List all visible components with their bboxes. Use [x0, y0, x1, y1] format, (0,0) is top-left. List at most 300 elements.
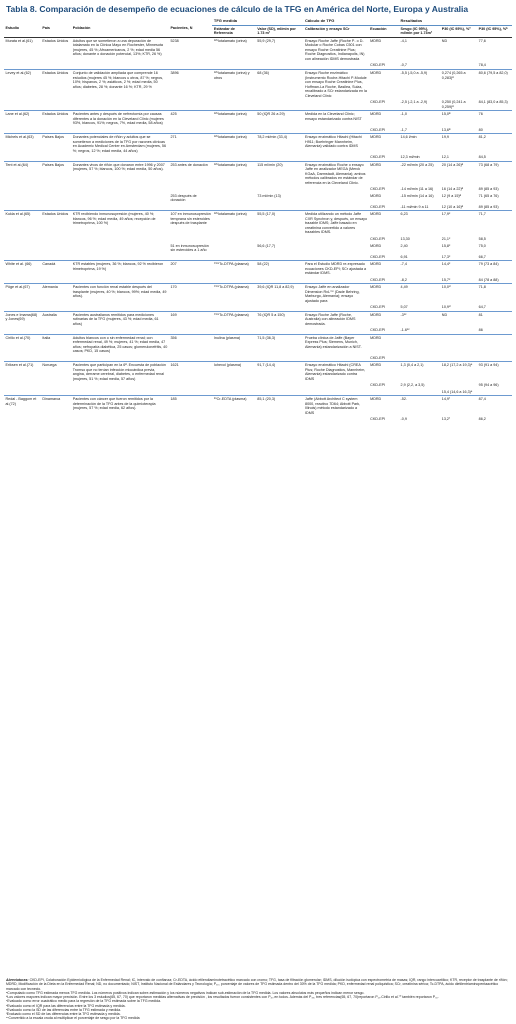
- country-cell: [41, 277, 71, 284]
- patients-cell: 356: [169, 334, 212, 355]
- country-cell: Estados Unidos: [41, 70, 71, 100]
- measured-value-cell: 68 (36): [256, 70, 304, 100]
- patients-cell: 185: [169, 396, 212, 417]
- assay-cell: [304, 416, 369, 423]
- column-header: Pacientes, N: [169, 25, 212, 37]
- population-cell: Adultos blancos con o sin enfermedad renal; con enfermedad renal, 49 %; mujeres, 41 %; edad media, 47 años; nefropatía diabética, 25 casos; glomerulonefritis, 40 casos; PKD, 15 casos): [72, 335, 168, 354]
- country-cell: [41, 243, 71, 254]
- bias-cell: -14 ml/min (11 a 16): [400, 187, 434, 192]
- reference-cell: [212, 304, 255, 311]
- population-cell: KTR recibiendo inmunosupresión (mujeres, 40 %; blancos, 96 %; edad media, 49 años; recepción de trimetroprima, 100 %): [71, 211, 169, 236]
- measured-value-cell: 56,6 (17,7): [257, 243, 276, 248]
- patients-cell: [169, 127, 212, 134]
- reference-cell: [212, 127, 255, 134]
- measured-value-cell: [256, 254, 304, 261]
- measured-value-cell: 115 ml/min (20): [256, 161, 304, 186]
- patients-cell: [169, 254, 212, 261]
- study-cell: [4, 304, 41, 311]
- study-cell: [4, 99, 41, 111]
- measured-value-cell: 39,6 (IQR 11,8 a 82,9): [256, 284, 304, 305]
- country-cell: Estados Unidos: [41, 211, 71, 236]
- reference-cell: [212, 204, 255, 211]
- p30a-cell: 12,1: [441, 155, 449, 160]
- reference-cell: [212, 243, 255, 254]
- bias-cell: -52.: [399, 396, 440, 417]
- reference-cell: ¹²⁵Iotalamato (orina): [212, 134, 255, 155]
- table-row: [4, 193, 512, 204]
- group-header-results: Resultados: [399, 18, 512, 25]
- population-cell: [71, 304, 169, 311]
- p30b-cell: 77,6: [477, 37, 512, 62]
- equation-cell: [369, 389, 399, 396]
- country-cell: [41, 304, 71, 311]
- assay-cell: [304, 254, 369, 261]
- p30a-cell: ND: [440, 37, 477, 62]
- table-row: [4, 277, 512, 284]
- population-cell: [71, 99, 169, 111]
- assay-cell: [304, 127, 369, 134]
- reference-cell: [212, 254, 255, 261]
- study-cell: White et al. (66): [4, 261, 41, 277]
- p30b-cell: 86: [478, 328, 483, 333]
- population-cell: Conjunto de validación ampliada que comprende 16 estudios (mujeres 45 %; blancos u otros, 87 %; negros, 10%; hispanos, 2 %; asiáticos, 2 %; edad media, 50 años; diabetes, 28 %; donante 16 %; KTR, 29 %: [71, 70, 169, 100]
- reference-cell: ⁹⁹ᵐTc-DTPA (plasma): [212, 284, 255, 305]
- p30a-cell: [440, 355, 477, 362]
- country-cell: [41, 327, 71, 334]
- assay-cell: Ensayo enzimático Hitachi (CREA Plus; Roche Diagnostics, Mannheim, Alemania) estandarizado contra IDMS: [304, 362, 369, 383]
- country-cell: [41, 154, 71, 161]
- reference-cell: [212, 389, 255, 396]
- study-cell: Pöge et al.(67): [4, 284, 41, 305]
- patients-cell: [169, 204, 212, 211]
- measured-value-cell: [256, 127, 304, 134]
- country-cell: Países Bajos: [41, 134, 71, 155]
- p30b-cell: 78,4: [478, 63, 486, 68]
- bias-cell: -4,1: [399, 37, 440, 62]
- assay-cell: [304, 99, 369, 111]
- column-header: Estudio: [4, 25, 41, 37]
- assay-cell: [304, 355, 369, 362]
- group-header-measured: TFG medida: [212, 18, 303, 25]
- equation-cell: MDRD: [369, 161, 399, 186]
- p30a-cell: 12 (9 a 15)ª: [441, 193, 461, 198]
- country-cell: Alemania: [41, 284, 71, 305]
- p30a-cell: 0,250 (0,241 a 0,259)ª: [441, 100, 466, 109]
- country-cell: [41, 416, 71, 423]
- bias-cell: -5,5 (-5,0 a -5,9): [399, 70, 440, 100]
- assay-cell: [304, 204, 369, 211]
- population-cell: Pacientes con cáncer que fueron remitidos por la determinación de la TFG antes de la quimioterapia (mujeres, 57 %; edad media, 62 años).: [71, 396, 169, 417]
- bias-cell: -0,9: [400, 417, 407, 422]
- study-cell: Redal - Baggom et al.(72): [4, 396, 41, 417]
- footnote: ᶜᶜConvertido a la escala cruda al multiplicar el porcentaje de sesgo por la TFG medida: [6, 1016, 140, 1021]
- patients-cell: 253 después de donación: [170, 193, 197, 203]
- population-cell: KTR estables (mujeres, 36 %; blancos, 92 % recibieron trimetroprima, 19 %): [71, 261, 169, 277]
- population-cell: Donantes potenciales de riñón y adultos que se sometieron a mediciones de la TFG por razones clínicas en Academic Medical Center en Amsterdam (mujeres, 56 %; negros, 12 %; edad media, 44 años): [71, 134, 169, 155]
- assay-cell: [304, 62, 369, 69]
- p30b-cell: 58,5: [478, 236, 486, 241]
- bias-cell: 6,91: [400, 254, 408, 259]
- p30a-cell: 15,7ᶜ: [441, 277, 451, 282]
- group-header-row: [4, 18, 512, 25]
- study-cell: [4, 416, 41, 423]
- study-cell: [4, 127, 41, 134]
- bias-cell: 14,6 l/min: [399, 134, 440, 155]
- equation-cell: MDRD: [369, 111, 399, 127]
- patients-cell: 3896: [169, 70, 212, 100]
- patients-cell: [169, 416, 212, 423]
- p30a-cell: 20 (14 a 26)ª: [440, 161, 477, 186]
- p30b-cell: 84,1 (83,0 a 85,3): [478, 100, 508, 105]
- patients-cell: [169, 154, 212, 161]
- study-cell: [4, 154, 41, 161]
- assay-cell: Medida en la Cleveland Clinic; ensayo estandarizado contra NIST: [304, 111, 369, 127]
- p30a-cell: 14,4ᶜ: [440, 261, 477, 277]
- country-cell: [41, 254, 71, 261]
- p30a-cell: 21,1ᶜ: [441, 236, 451, 241]
- p30b-cell: 71 (65 a 76): [478, 193, 499, 198]
- reference-cell: [212, 62, 255, 69]
- footnote: ᶜEvaluado como error cuadrático medio para la regresión de la TFG estimada sobre la TFG medida.: [6, 999, 161, 1004]
- assay-cell: Ensayo Roche Jaffe (Roche, Australia) con alineación IDMS demostrada.: [304, 311, 369, 327]
- bias-cell: -7,4: [399, 261, 440, 277]
- column-header: Sesgo (IC 95%), ml/min por 1.73m²: [399, 25, 440, 37]
- bias-cell: 1,3 (0,4 a 2,1): [399, 362, 440, 383]
- assay-cell: Ensayo Roche enzimático (Instrumento Roche-Hitachi P-Module con ensayo Roche Creatinine Plus, Hoffman-La Roche, Basilea, Suiza, recalibrado a SCr estandarizada en la Cleveland Clinic: [305, 71, 367, 98]
- measured-value-cell: 55,5 (17,0): [256, 211, 304, 236]
- p30a-cell: 17,3ᶜ: [441, 254, 451, 259]
- table-row: [4, 389, 512, 396]
- p30a-cell: 17,9ᶜ: [440, 211, 477, 236]
- study-cell: Eriksen et al.(71): [4, 362, 41, 383]
- equation-cell: MDRD: [369, 284, 399, 305]
- measured-value-cell: [256, 99, 304, 111]
- bias-cell: 5,07: [400, 305, 408, 310]
- table-footnotes: [6, 978, 510, 1021]
- measured-value-cell: 85,1 (20,3): [256, 396, 304, 417]
- table-title: Tabla 8. Comparación de desempeño de ecuaciones de cálculo de la TFG en América del Norte, Europa y Australia: [6, 4, 469, 14]
- reference-cell: ⁹⁹ᵐTc-DTPA (plasma): [212, 311, 255, 327]
- country-cell: Canadá: [41, 261, 71, 277]
- country-cell: [41, 389, 71, 396]
- patients-cell: [169, 99, 212, 111]
- population-cell: Pacientes australianos remitidos para mediciones rutinarias de la TFG (mujeres, 43 %; edad media, 61 años): [71, 311, 169, 327]
- p30a-cell: 15,4 (14,6 a 16,3)ᵉ: [441, 389, 473, 394]
- assay-cell: Ensayo enzimático Hitachi (Hitachi H911; Boehringer Mannheim, Alemania) validado contra IDMS: [304, 134, 369, 155]
- assay-cell: [304, 304, 369, 311]
- p30a-cell: 13,6ª: [441, 127, 451, 132]
- patients-cell: [169, 355, 212, 362]
- reference-cell: [212, 193, 255, 204]
- column-header: Estándar de Referencia: [212, 25, 255, 37]
- country-cell: Italia: [41, 334, 71, 355]
- country-cell: Dinamarca: [41, 396, 71, 417]
- p30b-cell: 71,8: [477, 284, 512, 305]
- reference-cell: [212, 99, 255, 111]
- bias-cell: [399, 389, 440, 396]
- assay-cell: Ensayo enzimático Roche o ensayo Jaffe en analizador MEGA (Merck KGaA, Darmstadt, Alemania); ambos métodos calibrados en estándar de referencia en la Cleveland Clinic.: [304, 161, 369, 186]
- study-cell: [4, 277, 41, 284]
- population-cell: [71, 62, 169, 69]
- patients-cell: 1621: [169, 362, 212, 383]
- bias-cell: -15 ml/min (14 a 16): [400, 193, 434, 198]
- measured-value-cell: 76 (IQR 5 a 150): [256, 311, 304, 327]
- equation-cell: CKD-EPI: [370, 305, 386, 310]
- population-cell: Pacientes con función renal estable después del trasplante (mujeres, 40 %; blancos, 99%; edad media, 49 años).: [71, 284, 169, 305]
- assay-cell: Jaffe (Abbott Architect C system 8000, reactivo 7D64; Abbott Park, Illinois) método estandarizado a IDMS: [304, 396, 369, 417]
- p30b-cell: 76: [477, 111, 512, 127]
- equation-cell: MDRD: [370, 193, 382, 198]
- column-header: P30 (IC 95%), %ᵇ: [477, 25, 512, 37]
- measured-value-cell: 55,9 (29,7): [256, 37, 304, 62]
- study-cell: Murata et al.(61): [4, 37, 41, 62]
- country-cell: Estados Unidos: [41, 111, 71, 127]
- p30b-cell: [477, 355, 512, 362]
- country-cell: [41, 204, 71, 211]
- reference-cell: ¹²⁵Iotalamato (orina): [212, 111, 255, 127]
- measured-value-cell: 78,2 ml/min (33,4): [256, 134, 304, 155]
- bias-cell: -3ᶜᶜ: [399, 311, 440, 327]
- footnote-list: [6, 991, 510, 1021]
- measured-value-cell: [256, 154, 304, 161]
- study-cell: Lane et al.(62): [4, 111, 41, 127]
- population-cell: [71, 193, 169, 204]
- patients-cell: [169, 277, 212, 284]
- study-cell: Tent et al.(64): [4, 161, 41, 186]
- population-cell: Donantes vivos de riñón que donaron entre 1996 y 2007 (mujeres, 57 %; blancos, 100 %; edad media, 50 años).: [71, 161, 169, 186]
- study-cell: [4, 327, 41, 334]
- bias-cell: -11 ml/min 9 a 11: [400, 204, 429, 209]
- equation-cell: CKD-EPI: [370, 155, 386, 160]
- bias-cell: -1,0: [399, 111, 440, 127]
- gfr-comparison-table: [4, 18, 512, 423]
- measured-value-cell: 50 (IQR 26 a 29): [256, 111, 304, 127]
- p30a-cell: 19,9: [440, 134, 477, 155]
- p30a-cell: 13,2ᶠ: [441, 417, 450, 422]
- country-cell: Noruega: [41, 362, 71, 383]
- patients-cell: 5238: [169, 37, 212, 62]
- assay-cell: [304, 193, 369, 204]
- p30b-cell: 84,5: [478, 155, 486, 160]
- population-cell: [71, 355, 169, 362]
- measured-value-cell: 73 ml/min (13): [257, 193, 281, 198]
- study-cell: [4, 193, 41, 204]
- patients-cell: 107 en inmunosupresión temprana sin esteroides después de trasplante: [169, 211, 212, 236]
- assay-cell: Prueba clínica de Jaffe (Bayer Express Plus; Siemens, Munich, Alemania) estandarización a NIST.: [304, 334, 369, 355]
- column-header: Calibración y ensayo SCr: [304, 25, 369, 37]
- reference-cell: ⁵¹Cr-EDTA (plasma): [212, 396, 255, 417]
- table-row: [4, 261, 512, 277]
- table-row: [4, 334, 512, 355]
- column-header: P30 (IC 95%), %ª: [440, 25, 477, 37]
- equation-cell: CKD-EPI: [370, 328, 386, 333]
- p30b-cell: 79 (73 a 84): [477, 261, 512, 277]
- reference-cell: [212, 277, 255, 284]
- reference-cell: ¹²⁵Iotalamato (orina) y otros: [212, 70, 255, 100]
- footnote: ᵈEvaluado como el IQR para las diferencias entre la TFG estimada y medida.: [6, 1003, 126, 1008]
- bias-cell: [399, 334, 440, 355]
- assay-cell: [304, 243, 369, 254]
- study-cell: Levey et al.(62): [4, 70, 41, 100]
- study-cell: [4, 62, 41, 69]
- population-cell: [71, 416, 169, 423]
- reference-cell: Inulina (plasma): [212, 334, 255, 355]
- equation-cell: CKD-EPI: [370, 187, 386, 192]
- equation-cell: CKD-EPI: [370, 100, 386, 105]
- p30b-cell: 86,2: [478, 417, 486, 422]
- p30a-cell: 10,9ᵈ: [441, 305, 451, 310]
- measured-value-cell: [256, 304, 304, 311]
- equation-cell: CKD-EPI: [370, 63, 386, 68]
- table-row: [4, 37, 512, 62]
- p30b-cell: 71,7: [477, 211, 512, 236]
- reference-cell: [212, 416, 255, 423]
- country-cell: [41, 99, 71, 111]
- p30b-cell: 75,0: [478, 243, 486, 248]
- equation-cell: MDRD: [369, 134, 399, 155]
- measured-value-cell: [256, 355, 304, 362]
- study-cell: [4, 355, 41, 362]
- column-header-row: [4, 25, 512, 37]
- population-cell: [71, 204, 169, 211]
- study-cell: [4, 243, 41, 254]
- p30b-cell: 89 (85 a 93): [478, 204, 499, 209]
- patients-cell: [169, 62, 212, 69]
- column-header: País: [41, 25, 71, 37]
- table-row: [4, 416, 512, 423]
- equation-cell: MDRD: [369, 211, 399, 236]
- column-header: Población: [71, 25, 169, 37]
- p30a-cell: ND: [440, 311, 477, 327]
- abbreviations-text: CKD-EPI, Colaboración Epidemiológica de la Enfermedad Renal; IC, intervalo de confianza; Cr-EDTA, ácido etilendiaminotetracético marcado con cromo; TFG, tasa de filtración glomerular; IDMS, dilución isotópica con espectrometría de masas; IQR, rango intercuartílico; KTR, receptor de trasplante de riñón; MDRD, Modificación de la Dieta en la Enfermedad Renal; ND, no documentado; NIST, Instituto Nacional de Estándares y Tecnología; P₃₀, porcentaje de valores de TFG estimada dentro del 30% de la TFG medida; PKD, enfermedad renal poliquística; SCr, creatinina sérica; Tc-DTPA, ácido dietilentriaminopentaacético marcado con tecnecio.: [6, 978, 508, 991]
- table-row: [4, 99, 512, 111]
- reference-cell: [212, 327, 255, 334]
- p30b-cell: 80: [478, 127, 483, 132]
- bias-cell: 4,49: [399, 284, 440, 305]
- reference-cell: Iohexol (plasma): [212, 362, 255, 383]
- country-cell: [41, 355, 71, 362]
- bias-cell: 13,30: [400, 236, 410, 241]
- measured-value-cell: [256, 327, 304, 334]
- patients-cell: [169, 327, 212, 334]
- group-header-calculation: Cálculo de TFG: [304, 18, 400, 25]
- p30b-cell: [477, 334, 512, 355]
- measured-value-cell: [256, 416, 304, 423]
- reference-cell: ¹²⁵Iotalamato (orina): [212, 161, 255, 186]
- table-row: [4, 304, 512, 311]
- measured-value-cell: 71,5 (36,3): [256, 334, 304, 355]
- bias-cell: -2,5 (-2,1 a -2,9): [400, 100, 428, 105]
- reference-cell: [212, 154, 255, 161]
- study-cell: [4, 204, 41, 211]
- population-cell: [71, 243, 169, 254]
- country-cell: Estados Unidos: [41, 37, 71, 62]
- country-cell: [41, 127, 71, 134]
- patients-cell: 425: [169, 111, 212, 127]
- table-row: [4, 204, 512, 211]
- reference-cell: ¹²⁵Iotalamato (orina): [212, 211, 255, 236]
- bias-cell: 12,3 ml/min: [400, 155, 420, 160]
- population-cell: [71, 327, 169, 334]
- country-cell: Australia: [41, 311, 71, 327]
- population-cell: Pacientes antes y después de nefrectomía por causas diferentes a la donación en la Cleveland Clinic (mujeres 93%, blancos, 91%; negros, 7%, edad media, 58 años): [71, 111, 169, 127]
- country-cell: [41, 193, 71, 204]
- table-row: [4, 355, 512, 362]
- p30a-cell: 16 (14 a 22)ª: [441, 187, 464, 192]
- equation-cell: MDRD: [369, 334, 399, 355]
- equation-cell: CKD-EPI: [370, 254, 386, 259]
- equation-cell: CKD-EPI: [370, 383, 386, 388]
- footnote: ᶠEvaluado como el SD de las diferencias entre la TFG estimada y medida.: [6, 1012, 121, 1017]
- abbreviations-label: Abreviaturas:: [6, 978, 29, 982]
- equation-cell: MDRD: [369, 70, 399, 100]
- country-cell: Países Bajos: [41, 161, 71, 186]
- p30b-cell: 84 (78 a 88): [478, 277, 499, 282]
- abbreviations-note: [6, 978, 510, 991]
- measured-value-cell: [256, 204, 304, 211]
- assay-cell: [304, 389, 369, 396]
- bias-cell: -1,7: [400, 127, 407, 132]
- p30b-cell: 93 (91 a 94): [477, 362, 512, 383]
- equation-cell: MDRD: [369, 261, 399, 277]
- patients-cell: [169, 389, 212, 396]
- p30b-cell: 89 (85 a 93): [478, 187, 499, 192]
- equation-cell: CKD-EPI: [370, 277, 386, 282]
- reference-cell: [212, 355, 255, 362]
- bias-cell: 2,40: [400, 243, 408, 248]
- study-cell: Jones e Imama(68) y Jones(69): [4, 311, 41, 327]
- measured-value-cell: [256, 389, 304, 396]
- p30b-cell: [477, 389, 512, 396]
- table-row: [4, 284, 512, 305]
- table-row: [4, 127, 512, 134]
- p30a-cell: 15,8ᶜ: [441, 243, 451, 248]
- population-cell: [71, 127, 169, 134]
- assay-cell: [304, 277, 369, 284]
- table-row: [4, 62, 512, 69]
- equation-cell: MDRD: [369, 37, 399, 62]
- p30a-cell: 18,2 (17,2 a 19,3)ᵉ: [440, 362, 477, 383]
- population-cell: [71, 277, 169, 284]
- assay-cell: [304, 327, 369, 334]
- patients-cell: 169: [169, 311, 212, 327]
- bias-cell: 6,23: [399, 211, 440, 236]
- reference-cell: ⁹⁹ᵐTc-DTPA (plasma): [212, 261, 255, 277]
- p30a-cell: 15,0ª: [440, 111, 477, 127]
- column-header: Ecuación: [369, 25, 399, 37]
- p30b-cell: 95 (94 a 96): [478, 383, 499, 388]
- patients-cell: 51 en inmunosupresión sin esteroides a 1 año: [170, 243, 209, 253]
- equation-cell: CKD-EPI: [370, 236, 386, 241]
- study-cell: [4, 389, 41, 396]
- equation-cell: MDRD: [369, 362, 399, 383]
- p30b-cell: 87,4: [477, 396, 512, 417]
- column-header: Valor (SD), ml/min por 1.73 m²: [256, 25, 304, 37]
- table-row: [4, 161, 512, 186]
- bias-cell: -1.6ᶜᶜ: [400, 328, 410, 333]
- country-cell: [41, 62, 71, 69]
- p30b-cell: 81: [477, 311, 512, 327]
- equation-cell: CKD-EPI: [370, 204, 386, 209]
- bias-cell: [399, 355, 440, 362]
- study-cell: Cirillo et al.(70): [4, 334, 41, 355]
- measured-value-cell: [256, 277, 304, 284]
- p30a-cell: 10,0ᵈ: [440, 284, 477, 305]
- table-row: [4, 111, 512, 127]
- p30b-cell: 64,7: [478, 305, 486, 310]
- table-row: [4, 243, 512, 254]
- p30a-cell: [440, 62, 477, 69]
